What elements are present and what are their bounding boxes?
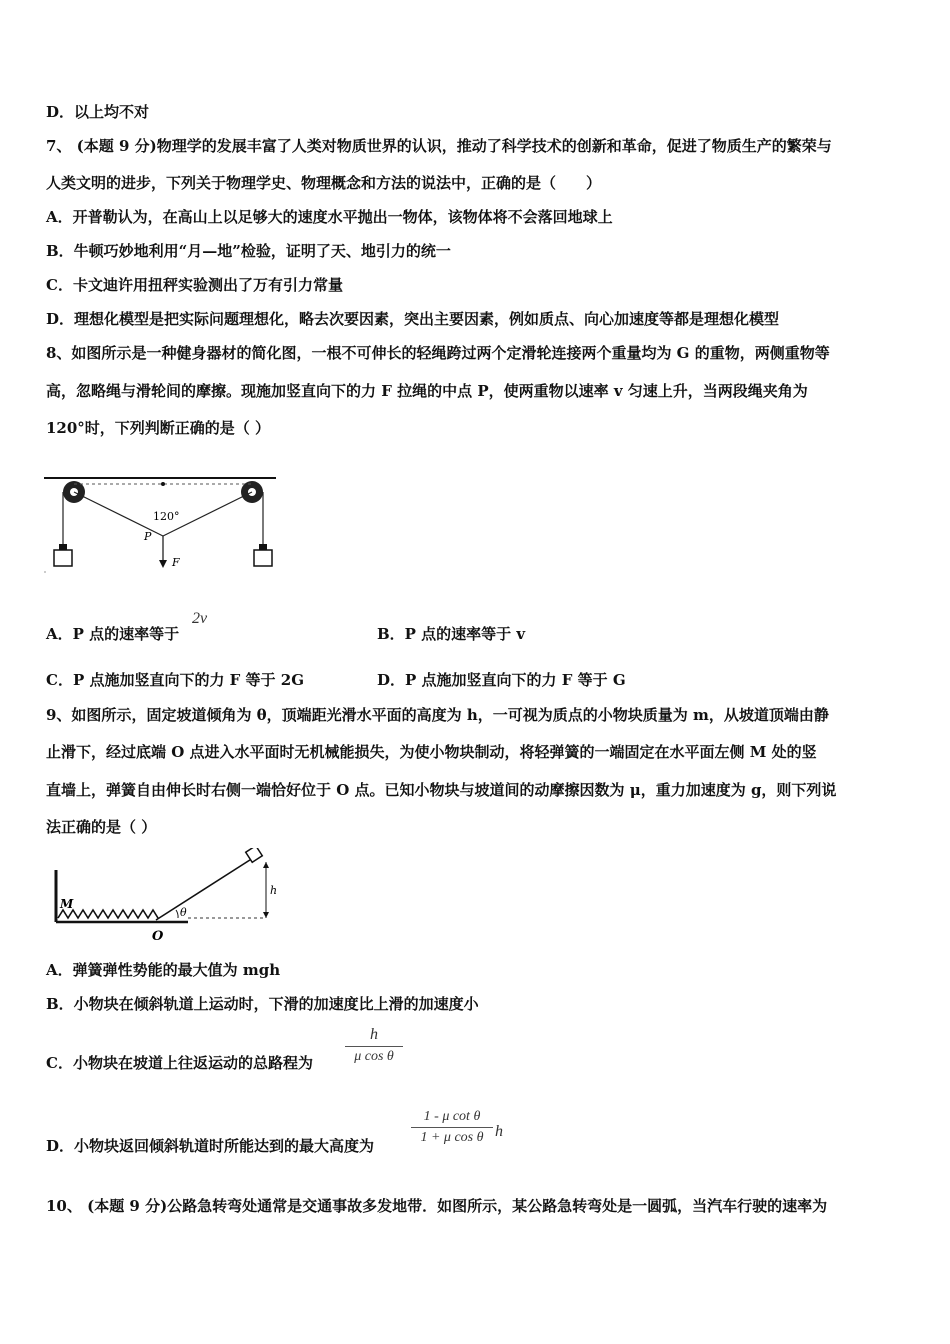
- left-weight-icon: [54, 544, 72, 566]
- o-label: O: [152, 929, 164, 944]
- q8-stem-line3: 120°时，下列判断正确的是（ ）: [46, 419, 271, 437]
- q7-stem-line1: 7、 (本题 9 分)物理学的发展丰富了人类对物质世界的认识，推动了科学技术的创新和革命，促进了物质生产的繁荣与: [46, 137, 832, 155]
- q8-stem-line1: 8、如图所示是一种健身器材的简化图，一根不可伸长的轻绳跨过两个定滑轮连接两个重量均为 G 的重物，两侧重物等: [46, 344, 830, 362]
- q9-d-tail: h: [495, 1123, 503, 1140]
- theta-label: θ: [180, 906, 187, 919]
- q9-stem-line4: 法正确的是（ ）: [46, 818, 157, 836]
- q9-d-numerator: 1 - μ cot θ: [423, 1109, 481, 1124]
- q9-c-numerator: h: [370, 1026, 378, 1043]
- q9-stem-line2: 止滑下，经过底端 O 点进入水平面时无机械能损失，为使小物块制动，将轻弹簧的一端固定在水平面左侧 M 处的竖: [46, 743, 817, 761]
- right-weight-icon: [254, 544, 272, 566]
- angle-label: 120°: [153, 510, 180, 523]
- q9-c-denominator: μ cos θ: [354, 1049, 394, 1064]
- f-label: F: [172, 556, 180, 569]
- q8-option-d: D．P 点施加竖直向下的力 F 等于 G: [377, 671, 626, 689]
- q9-incline-figure: [48, 848, 288, 948]
- q8-option-a: A．P 点的速率等于: [46, 625, 180, 643]
- q9-stem-line1: 9、如图所示，固定坡道倾角为 θ，顶端距光滑水平面的高度为 h，一可视为质点的小物块质量为 m，从坡道顶端由静: [46, 706, 829, 724]
- h-label: h: [270, 884, 278, 897]
- p-label: P: [144, 530, 152, 543]
- q8-option-a-expr: 2v: [192, 610, 208, 627]
- spring-icon: [58, 910, 158, 918]
- q10-stem-line1: 10、 (本题 9 分)公路急转弯处通常是交通事故多发地带．如图所示，某公路急转弯处是一圆弧，当汽车行驶的速率为: [46, 1197, 828, 1215]
- q9-option-c: C．小物块在坡道上往返运动的总路程为: [46, 1054, 313, 1072]
- q9-option-a: A．弹簧弹性势能的最大值为 mgh: [46, 961, 281, 979]
- q9-option-c-fraction: [345, 1026, 403, 1065]
- q7-option-d: D．理想化模型是把实际问题理想化，略去次要因素，突出主要因素，例如质点、向心加速度等都是理想化模型: [46, 310, 780, 328]
- q7-option-a: A．开普勒认为，在高山上以足够大的速度水平抛出一物体，该物体将不会落回地球上: [46, 208, 613, 226]
- q9-d-denominator: 1 + μ cos θ: [420, 1130, 484, 1145]
- q9-option-d: D．小物块返回倾斜轨道时所能达到的最大高度为: [46, 1137, 375, 1155]
- q8-stem-line2: 高，忽略绳与滑轮间的摩擦。现施加竖直向下的力 F 拉绳的中点 P，使两重物以速率 v 匀速上升，当两段绳夹角为: [46, 382, 808, 400]
- q8-pulley-figure: [44, 472, 284, 582]
- q8-option-c: C．P 点施加竖直向下的力 F 等于 2G: [46, 671, 305, 689]
- q8-option-b: B．P 点的速率等于 v: [377, 625, 526, 643]
- q7-stem-line2: 人类文明的进步，下列关于物理学史、物理概念和方法的说法中，正确的是（ ）: [46, 174, 602, 192]
- q6-option-d: D．以上均不对: [46, 103, 150, 121]
- m-label: M: [60, 897, 74, 911]
- q9-option-b: B．小物块在倾斜轨道上运动时，下滑的加速度比上滑的加速度小: [46, 995, 479, 1013]
- q7-option-c: C．卡文迪许用扭秤实验测出了万有引力常量: [46, 276, 343, 294]
- q7-option-b: B．牛顿巧妙地利用“月—地”检验，证明了天、地引力的统一: [46, 242, 451, 260]
- q9-stem-line3: 直墙上，弹簧自由伸长时右侧一端恰好位于 O 点。已知小物块与坡道间的动摩擦因数为 μ，重力加速度为 g，则下列说: [46, 781, 837, 799]
- q9-option-d-fraction: [411, 1109, 493, 1146]
- incline: [156, 858, 253, 920]
